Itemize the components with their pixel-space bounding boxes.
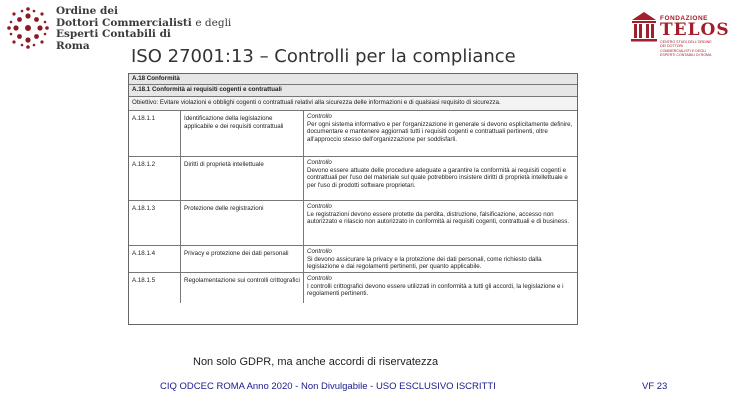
control-id: A.18.1.2 [129,157,181,200]
table-subsection-header: A.18.1 Conformità ai requisiti cogenti e contrattuali [129,85,577,97]
table-row [129,246,577,273]
odcec-logo-line: Esperti Contabili di [56,28,171,40]
control-id: A.18.1.4 [129,246,181,272]
control-text: Devono essere attuate delle procedure adeguate a garantire la conformità ai requisiti cogenti e contrattuali per l'uso del materiale sul quale potrebbero insistere diritti di proprietà intellettuale e per l'uso di prodotti software proprietari. [307,166,568,189]
control-id: A.18.1.3 [129,201,181,245]
control-id: A.18.1.1 [129,111,181,156]
control-description [304,201,577,245]
control-label: Controllo [307,275,332,282]
table-section-header: A.18 Conformità [129,74,577,85]
control-name: Identificazione della legislazione applicabile e dei requisiti contrattuali [181,111,304,156]
telos-name: TELOS [660,20,730,40]
control-text: Si devono assicurare la privacy e la protezione dei dati personali, come richiesto dalla legislazione e dai regolamenti pertinenti, per quanto applicabile. [307,255,542,271]
control-name: Diritti di proprietà intellettuale [181,157,304,200]
table-row [129,111,577,157]
telos-subtitle: CENTRO STUDI DELL'ORDINE DEI DOTTORI COMMERCIALISTI E DEGLI ESPERTI CONTABILI DI ROMA [660,40,712,58]
control-label: Controllo [307,113,332,120]
odcec-seal-icon [6,6,50,50]
control-description [304,157,577,200]
page-number: VF 23 [642,381,668,392]
slide-title: ISO 27001:13 – Controlli per la compliance [131,46,516,67]
control-name: Privacy e protezione dei dati personali [181,246,304,272]
control-name: Protezione delle registrazioni [181,201,304,245]
slide-footer: CIQ ODCEC ROMA Anno 2020 - Non Divulgabile - USO ESCLUSIVO ISCRITTI [160,381,496,392]
table-row [129,273,577,303]
table-row [129,201,577,246]
table-objective: Obiettivo: Evitare violazioni e obblighi cogenti o contrattuali relativi alla sicurezza delle informazioni e di qualsiasi requisito di sicurezza. [129,97,577,111]
control-description [304,273,577,303]
temple-icon [630,6,658,46]
slide-note: Non solo GDPR, ma anche accordi di riservatezza [193,356,439,368]
odcec-logo-line: Dottori Commercialisti e degli [56,16,232,29]
control-label: Controllo [307,159,332,166]
control-label: Controllo [307,248,332,255]
control-name: Regolamentazione sui controlli crittografici [181,273,304,303]
control-id: A.18.1.5 [129,273,181,303]
telos-logo [630,6,730,64]
telos-fondazione: FONDAZIONE [660,15,708,22]
table-row [129,157,577,201]
control-text: Per ogni sistema informativo e per l'organizzazione in generale si devono esplicitamente definire, documentare e mantenere aggiornati tutti i requisiti cogenti e contrattuali pertinenti, oltre all'approccio stesso dell'organizzazione per soddisfarli. [307,120,573,143]
control-text: Le registrazioni devono essere protette da perdita, distruzione, falsificazione, accesso non autorizzato e rilascio non autorizzato in conformità ai requisiti cogenti, contrattuali e di business. [307,210,570,226]
odcec-logo-line: Ordine dei [56,5,118,17]
odcec-logo-line: Roma [56,39,90,52]
control-label: Controllo [307,203,332,210]
control-text: I controlli crittografici devono essere utilizzati in conformità a tutti gli accordi, la legislazione e i regolamenti pertinenti. [307,282,564,298]
control-description [304,246,577,272]
control-description [304,111,577,156]
controls-table [128,73,578,325]
